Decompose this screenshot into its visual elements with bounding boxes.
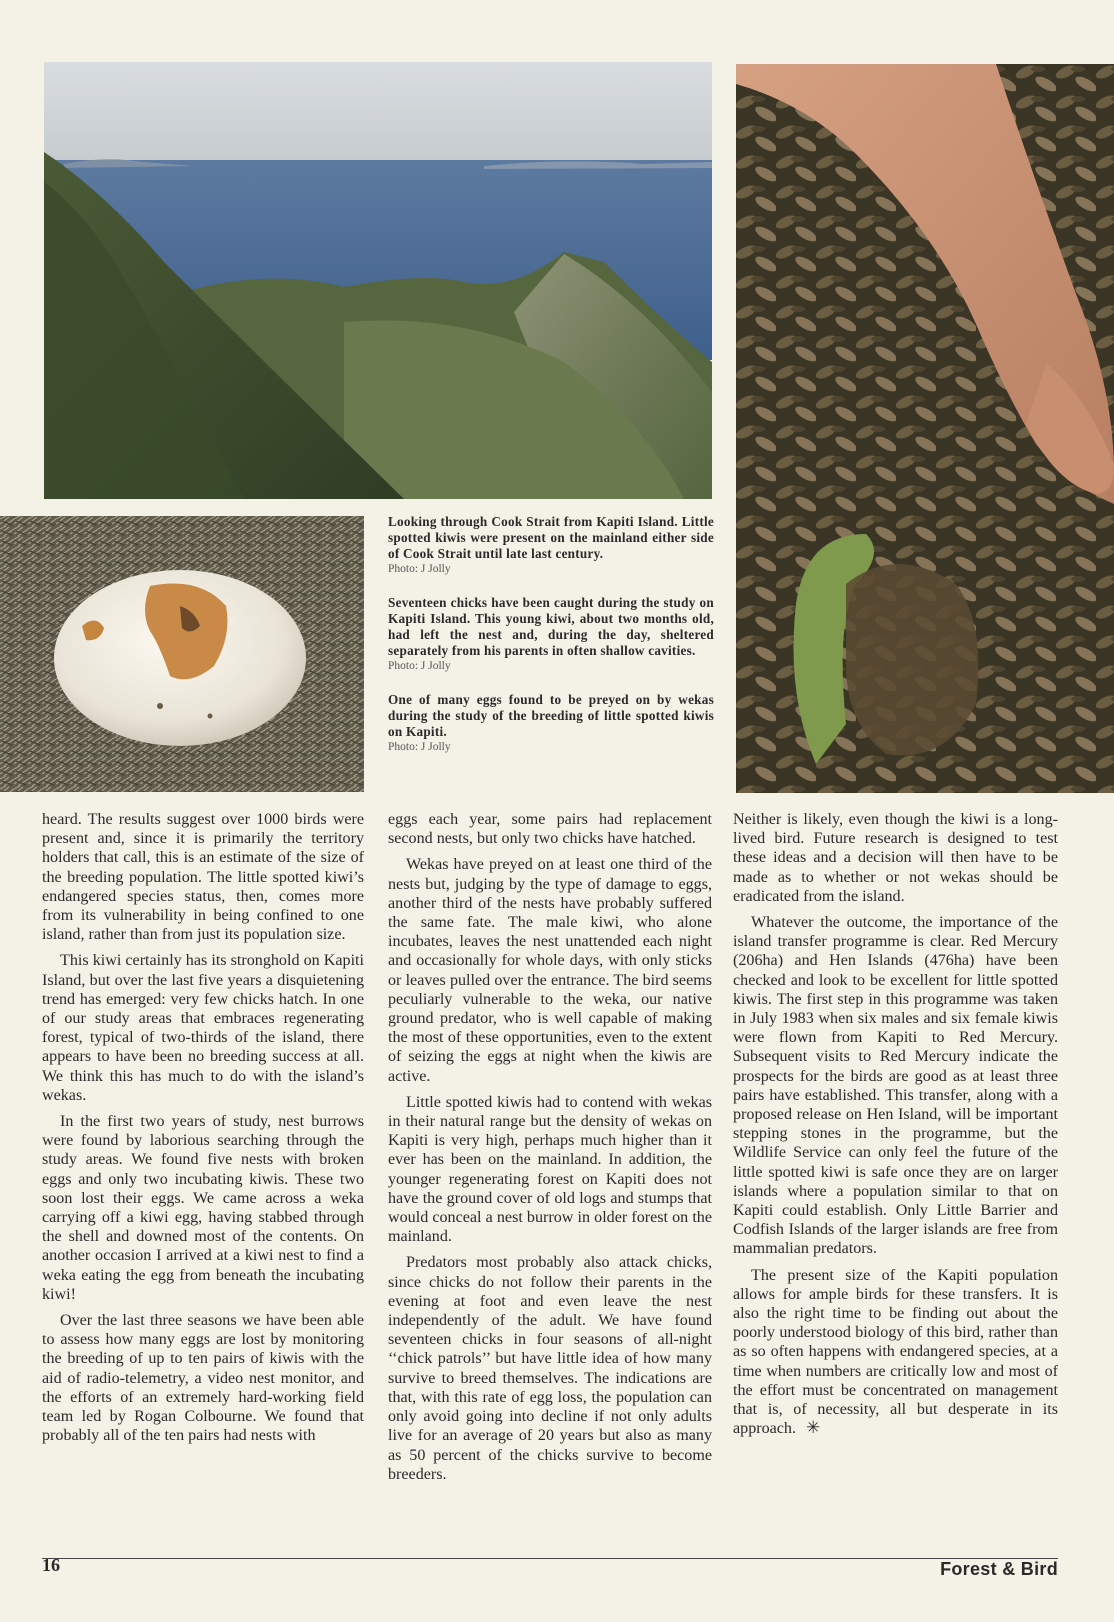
article-column-3 <box>733 810 1058 1540</box>
paragraph: In the first two years of study, nest burrows were found by laborious searching through the study areas. We found five nests with broken eggs and only two incubating kiwis. These two soon lost their eggs. We came across a weka carrying off a kiwi egg, having stabbed through the shell and downed most of the contents. On another occasion I arrived at a kiwi nest to find a weka eating the egg from beneath the incubating kiwi! <box>42 1113 364 1303</box>
paragraph: heard. The results suggest over 1000 birds were present and, since it is primarily the territory holders that call, this is an estimate of the size of the breeding population. The little spotted kiwi’s endangered species status, then, comes more from its vulnerability in being confined to one island, rather than from just its population size. <box>42 811 364 944</box>
photo-credit: Photo: J Jolly <box>388 741 451 753</box>
photo-broken-egg <box>0 516 364 792</box>
paragraph: Little spotted kiwis had to contend with wekas in their natural range but the density of wekas on Kapiti is very high, perhaps much higher than it ever has been on the mainland. In addition, the younger regenerating forest on Kapiti does not have the ground cover of old logs and stumps that would conceal a nest burrow in older forest on the mainland. <box>388 1093 712 1246</box>
paragraph <box>733 1266 1058 1439</box>
caption-broken-egg: One of many eggs found to be preyed on by wekas during the study of the breeding of little spotted kiwis on Kapiti. Photo: J Jolly <box>388 692 714 753</box>
paragraph-text: The present size of the Kapiti population allows for ample birds for these transfers. It is also the right time to be finding out about the poorly understood biology of this bird, rather than as so often happens with endangered species, at a time when numbers are critically low and most of the effort must be concentrated on management that is, of necessity, all but desperate in its approach. <box>733 1266 1058 1438</box>
page-number: 16 <box>42 1555 60 1575</box>
paragraph: Neither is likely, even though the kiwi is a long-lived bird. Future research is designed to test these ideas and a decision will then have to be made as to whether or not wekas should be eradicated from the island. <box>733 811 1058 905</box>
paragraph: Predators most probably also attack chicks, since chicks do not follow their parents in the evening at foot and even leave the nest independently of the adult. We have found seventeen chicks in four seasons of all-night ‘‘chick patrols’’ but have little idea of how many survive to breed themselves. The indications are that, with this rate of egg loss, the population can only avoid going into decline if not only adults live for an average of 20 years but also as many as 50 percent of the chicks survive to become breeders. <box>388 1254 712 1483</box>
bird-end-mark-icon: ✳ <box>806 1418 821 1439</box>
paragraph: eggs each year, some pairs had replacement second nests, but only two chicks have hatched. <box>388 811 712 848</box>
caption-block <box>388 514 714 773</box>
footer-rule <box>42 1558 1058 1559</box>
caption-cook-strait: Looking through Cook Strait from Kapiti Island. Little spotted kiwis were present on the mainland either side of Cook Strait until late last century. Photo: J Jolly <box>388 514 714 575</box>
article-column-1 <box>42 810 364 1540</box>
photo-credit: Photo: J Jolly <box>388 660 451 672</box>
article-column-2 <box>388 810 712 1540</box>
paragraph: Whatever the outcome, the importance of the island transfer programme is clear. Red Mercury (206ha) and Hen Islands (476ha) have been checked and look to be excellent for little spotted kiwis. The first step in this programme was taken in July 1983 when six males and six female kiwis were flown from Kapiti to Red Mercury. Subsequent visits to Red Mercury indicate the prospects for the birds are good as at least three pairs have established. This transfer, along with a proposed release on Hen Island, will be important stepping stones in the programme, but the Wildlife Service can only feel the future of the little spotted kiwi is safe once they are on larger islands where a population similar to that on Kapiti could establish. Only Little Barrier and Codfish Islands of the larger islands are free from mammalian predators. <box>733 914 1058 1258</box>
magazine-name: Forest & Bird <box>940 1559 1058 1579</box>
paragraph: Wekas have preyed on at least one third of the nests but, judging by the type of damage to eggs, another third of the nests have probably suffered the same fate. The male kiwi, who alone incubates, leaves the nest unattended each night and occasionally for whole days, with only sticks or leaves pulled over the entrance. The bird seems peculiarly vulnerable to the weka, our native ground predator, who is well capable of making the most of these opportunities, even to the extent of seizing the eggs at night when the kiwis are active. <box>388 856 712 1085</box>
photo-credit: Photo: J Jolly <box>388 563 451 575</box>
caption-kiwi-chick: Seventeen chicks have been caught during the study on Kapiti Island. This young kiwi, about two months old, had left the nest and, during the day, sheltered separately from his parents in often shallow cavities. Photo: J Jolly <box>388 595 714 672</box>
paragraph: Over the last three seasons we have been able to assess how many eggs are lost by monitoring the breeding of up to ten pairs of kiwis with the aid of radio-telemetry, a video nest monitor, and the efforts of an extremely hard-working field team led by Rogan Colbourne. We found that probably all of the ten pairs had nests with <box>42 1312 364 1445</box>
photo-cook-strait <box>44 62 712 499</box>
photo-kiwi-chick <box>736 64 1114 793</box>
paragraph: This kiwi certainly has its stronghold on Kapiti Island, but over the last five years a disquietening trend has emerged: very few chicks hatch. In one of our study areas that embraces regenerating forest, typical of two-thirds of the island, there appears to have been no breeding success at all. We think this has much to do with the island’s wekas. <box>42 952 364 1104</box>
